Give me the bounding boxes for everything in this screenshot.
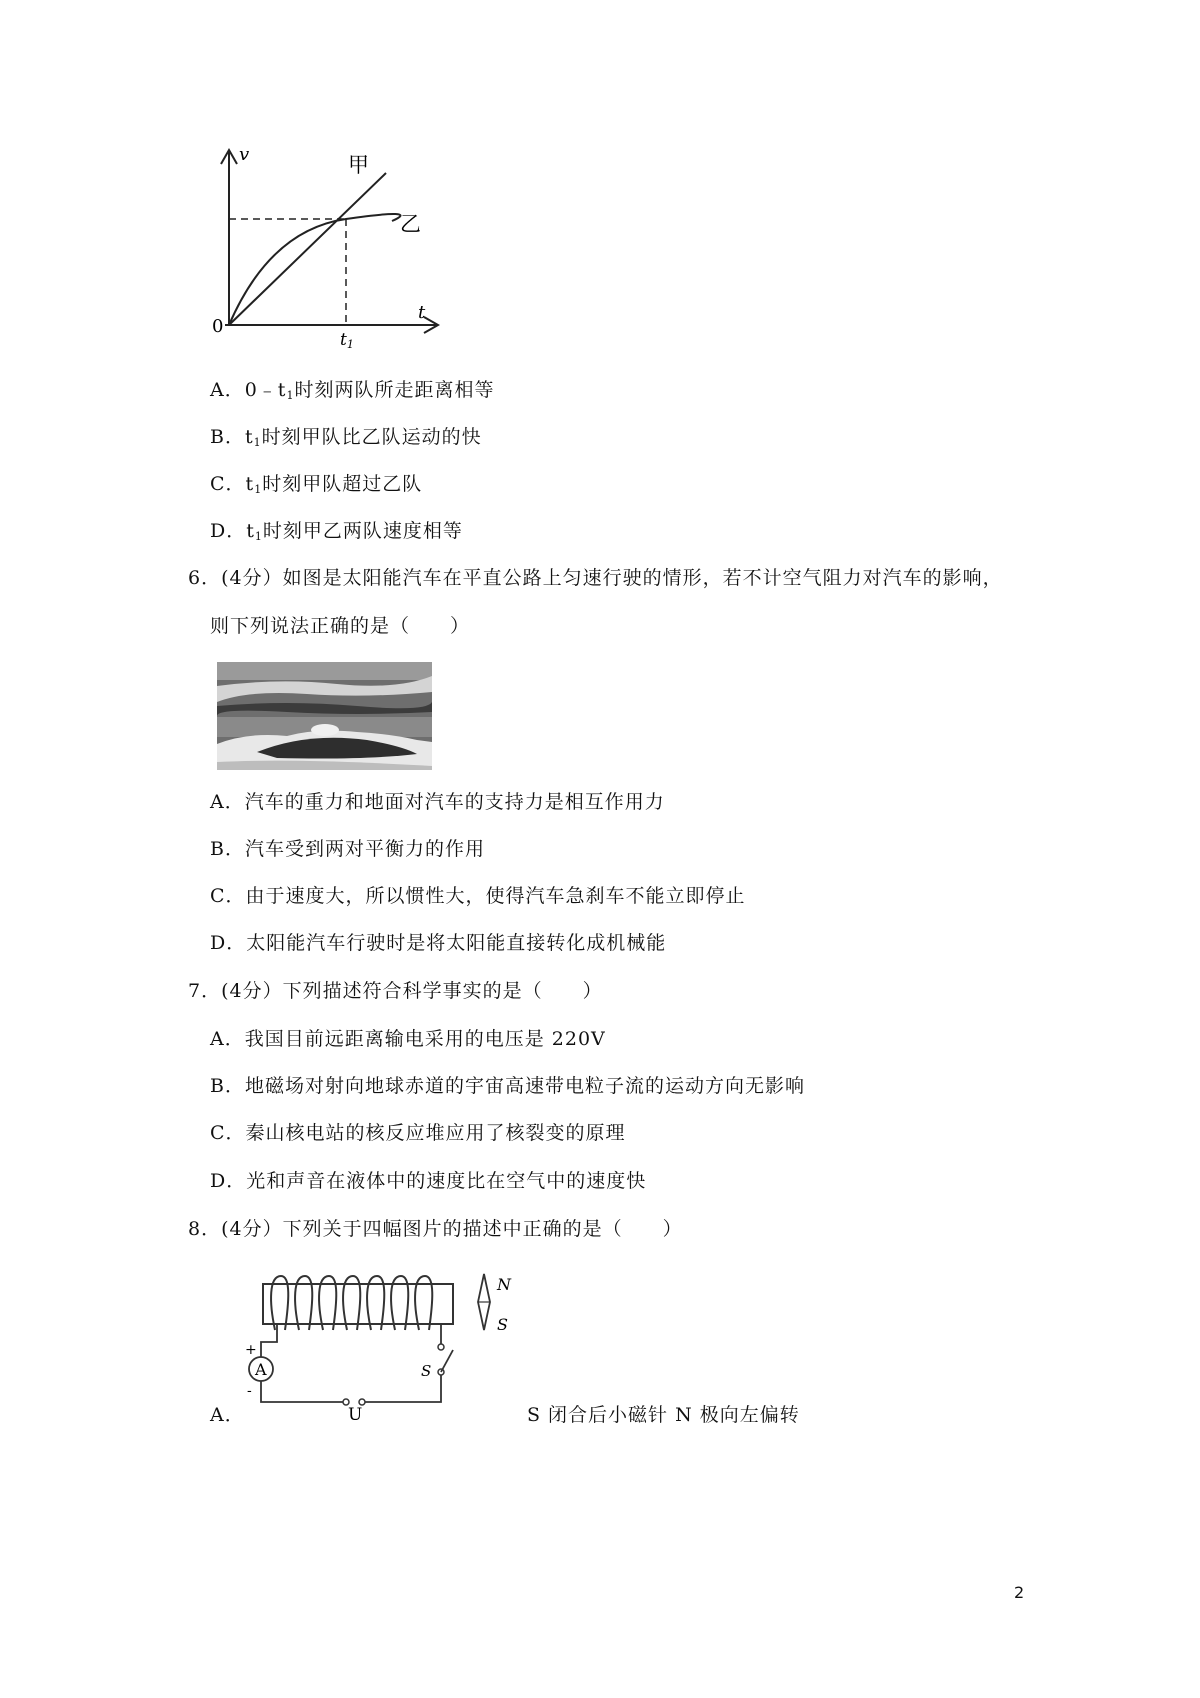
origin-label: 0 [212,316,224,337]
voltage-label: U [348,1405,363,1422]
q7-option-d: D．光和声音在液体中的速度比在空气中的速度快 [210,1170,647,1192]
plus-terminal: + [245,1342,257,1358]
curve-yi [229,214,400,325]
t1-tick-label: t1 [340,330,354,350]
q8-option-a-text: S 闭合后小磁针 N 极向左偏转 [527,1404,800,1426]
q6-option-c: C．由于速度大，所以惯性大，使得汽车急刹车不能立即停止 [210,885,746,907]
compass-needle [478,1274,490,1330]
v-axis-label: v [239,144,250,165]
line-jia [229,173,386,325]
q6-option-a: A．汽车的重力和地面对汽车的支持力是相互作用力 [210,791,665,813]
yi-label: 乙 [400,212,421,236]
ammeter-label: A [255,1360,267,1379]
q7-option-a: A．我国目前远距离输电采用的电压是 220V [210,1028,606,1050]
y-axis [221,150,237,325]
q8-option-a-label: A． [210,1404,245,1426]
q6-stem-line1: 6．(4分）如图是太阳能汽车在平直公路上匀速行驶的情形，若不计空气阻力对汽车的影响， [188,567,1003,589]
switch [438,1344,453,1375]
solar-car-photo [217,662,432,770]
jia-label: 甲 [348,153,369,177]
q5-option-b: B．$t_1$时刻甲队比乙队运动的快 [210,426,482,449]
q8-stem: 8．(4分）下列关于四幅图片的描述中正确的是（ ） [188,1218,683,1240]
needle-s-label: S [497,1315,508,1334]
needle-n-label: N [497,1275,511,1294]
solenoid-circuit-diagram [245,1262,525,1422]
q6-stem-line2: 则下列说法正确的是（ ） [210,615,471,637]
q7-option-c: C．秦山核电站的核反应堆应用了核裂变的原理 [210,1122,626,1144]
minus-terminal: - [247,1383,252,1399]
q6-option-d: D．太阳能汽车行驶时是将太阳能直接转化成机械能 [210,932,667,954]
circuit-wires [261,1324,441,1402]
t-axis-label: t [418,302,426,323]
q5-option-d: D．$t_1$时刻甲乙两队速度相等 [210,520,463,543]
q5-option-c: C．$t_1$时刻甲队超过乙队 [210,473,423,496]
q7-stem: 7．(4分）下列描述符合科学事实的是（ ） [188,980,603,1002]
switch-label: S [421,1362,432,1380]
x-axis [225,317,438,333]
ammeter [249,1357,273,1381]
q5-option-a: A．$0﹣t_1$时刻两队所走距离相等 [210,379,495,402]
q7-option-b: B．地磁场对射向地球赤道的宇宙高速带电粒子流的运动方向无影响 [210,1075,805,1097]
page-number: 2 [1014,1583,1025,1602]
vt-graph [200,140,460,350]
q6-option-b: B．汽车受到两对平衡力的作用 [210,838,485,860]
